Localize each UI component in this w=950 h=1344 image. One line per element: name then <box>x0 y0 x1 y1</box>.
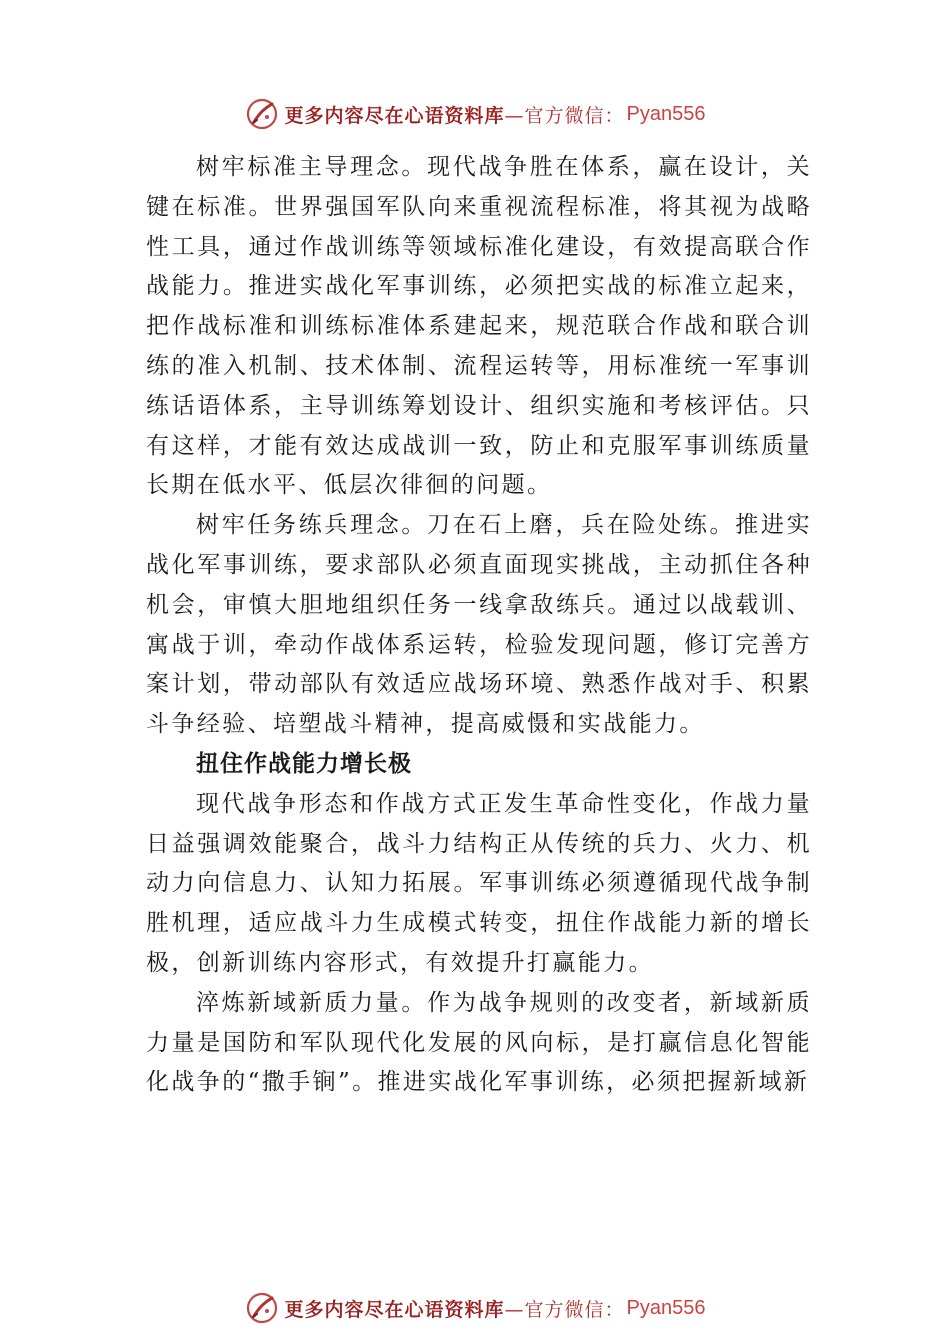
header-watermark <box>0 92 950 136</box>
paragraph-modern-warfare: 现代战争形态和作战方式正发生革命性变化，作战力量日益强调效能聚合，战斗力结构正从传统的兵力、火力、机动力向信息力、认知力拓展。军事训练必须遵循现代战争制胜机理，适应战斗力生成模式转变，扭住作战能力新的增长极，创新训练内容形式，有效提升打赢能力。 <box>146 790 812 976</box>
footer-wechat-id: Pyan556 <box>626 1296 706 1319</box>
header-wechat-id: Pyan556 <box>626 102 706 125</box>
footer-separator: —官方微信： <box>504 1298 625 1321</box>
header-site-name: 更多内容尽在心语资料库 <box>284 104 505 127</box>
paragraph-new-domain: 淬炼新域新质力量。作为战争规则的改变者，新域新质力量是国防和军队现代化发展的风向标，是打赢信息化智能化战争的“撒手锏”。推进实战化军事训练，必须把握新域新 <box>146 989 812 1096</box>
paragraph-standards: 树牢标准主导理念。现代战争胜在体系，赢在设计，关键在标准。世界强国军队向来重视流程标准，将其视为战略性工具，通过作战训练等领域标准化建设，有效提高联合作战能力。推进实战化军事训练，必须把实战的标准立起来， 把作战标准和训练标准体系建起来，规范联合作战和联合训练的准入机制、技术体制、流程运转等，用标准统一军事训练话语体系，主导训练筹划设计、组织实施和考核评估。只有这样，才能有效达成战训一致，防止和克服军事训练质量长期在低水平、低层次徘徊的问题。 <box>146 154 812 499</box>
footer-site-name: 更多内容尽在心语资料库 <box>284 1298 505 1321</box>
footer-watermark <box>0 1286 950 1330</box>
section-heading: 扭住作战能力增长极 <box>196 750 412 777</box>
header-separator: —官方微信： <box>504 104 625 127</box>
document-body <box>146 148 812 1103</box>
brush-logo-icon <box>245 1291 279 1325</box>
brush-logo-icon <box>245 97 279 131</box>
paragraph-task-training: 树牢任务练兵理念。刀在石上磨，兵在险处练。推进实战化军事训练，要求部队必须直面现实挑战，主动抓住各种机会，审慎大胆地组织任务一线拿敌练兵。通过以战载训、 寓战于训，牵动作战体系运转，检验发现问题，修订完善方案计划，带动部队有效适应战场环境、熟悉作战对手、积累斗争经验、培塑战斗精神，提高威慑和实战能力。 <box>146 512 812 738</box>
